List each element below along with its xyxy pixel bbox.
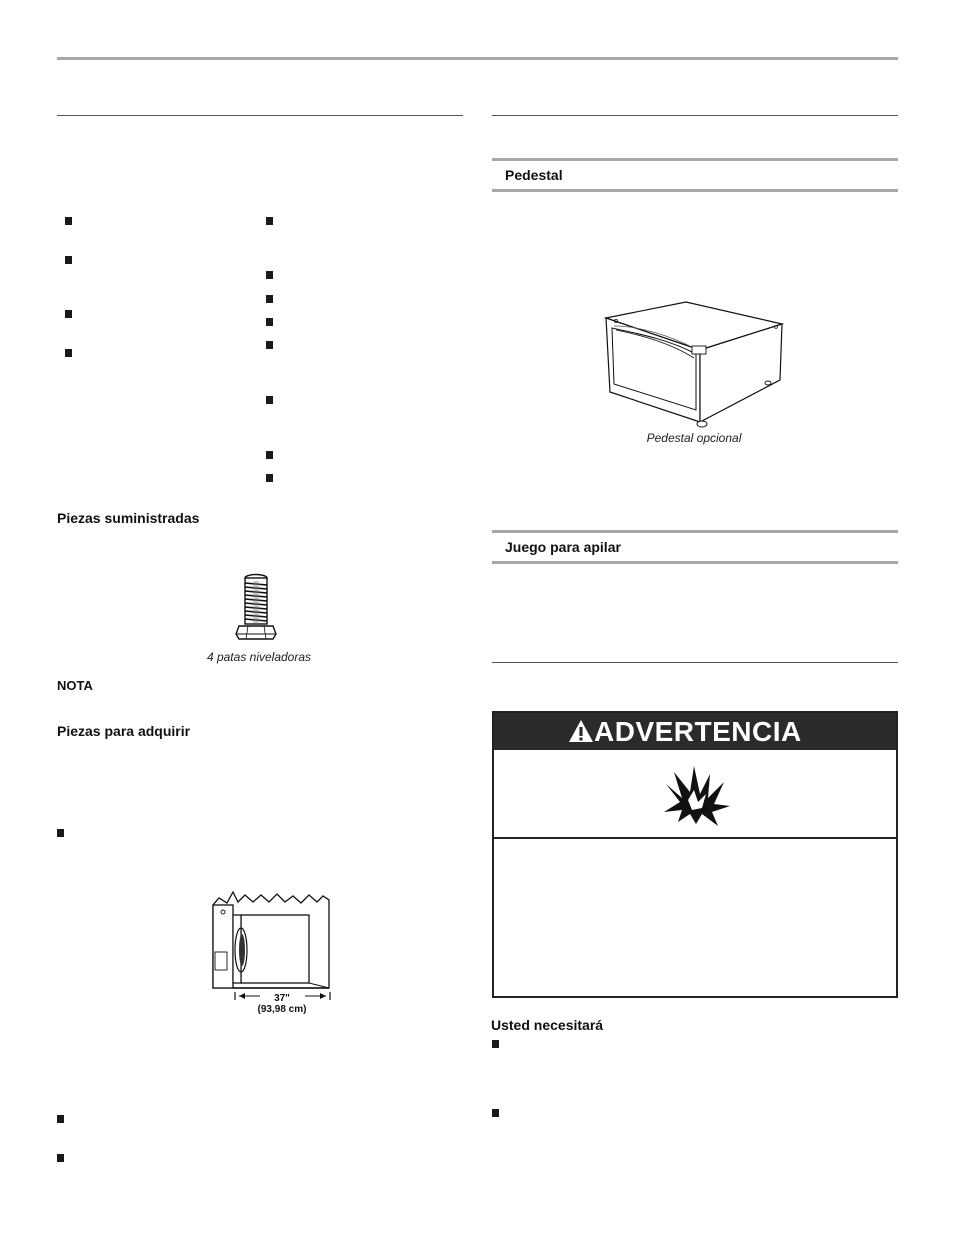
bullet-marker: [492, 1109, 499, 1117]
warning-header: [494, 713, 896, 750]
bullet-marker: [65, 217, 72, 225]
bullet-marker: [65, 310, 72, 318]
bullet-marker: [266, 318, 273, 326]
pedestal-caption: Pedestal opcional: [646, 431, 742, 445]
warning-triangle-icon: [568, 719, 594, 743]
bullet-marker: [266, 271, 273, 279]
warning-section-rule: [492, 662, 898, 663]
warning-symbol-panel: [494, 750, 896, 839]
bullet-marker: [65, 349, 72, 357]
closet-installation-illustration: [205, 890, 337, 1000]
dimension-cm-label: (93,98 cm): [257, 1004, 307, 1015]
bullet-marker: [57, 1154, 64, 1162]
stack-kit-heading: Juego para apilar: [505, 539, 621, 555]
bullet-marker: [266, 341, 273, 349]
stack-kit-heading-bar: [492, 530, 898, 564]
bullet-marker: [266, 396, 273, 404]
parts-to-buy-heading: Piezas para adquirir: [57, 723, 191, 739]
leveling-legs-caption: 4 patas niveladoras: [206, 650, 312, 664]
bullet-marker: [266, 451, 273, 459]
warning-title: ADVERTENCIA: [594, 716, 802, 747]
bullet-marker: [65, 256, 72, 264]
bullet-marker: [266, 295, 273, 303]
explosion-hazard-icon: [662, 764, 732, 828]
pedestal-heading-bar: [492, 158, 898, 192]
bullet-marker: [266, 217, 273, 225]
note-label: NOTA: [57, 678, 93, 693]
leveling-leg-illustration: [234, 573, 278, 643]
bullet-marker: [492, 1040, 499, 1048]
pedestal-illustration: [600, 298, 786, 428]
dimension-inches-label: 37": [274, 993, 290, 1004]
bullet-marker: [57, 1115, 64, 1123]
you-need-heading: Usted necesitará: [491, 1017, 604, 1033]
bullet-marker: [266, 474, 273, 482]
warning-box: [492, 711, 898, 998]
pedestal-heading: Pedestal: [505, 167, 563, 183]
page-top-rule: [57, 57, 898, 60]
bullet-marker: [57, 829, 64, 837]
right-section-rule: [492, 115, 898, 116]
supplied-parts-heading: Piezas suministradas: [57, 510, 200, 526]
left-section-rule: [57, 115, 463, 116]
